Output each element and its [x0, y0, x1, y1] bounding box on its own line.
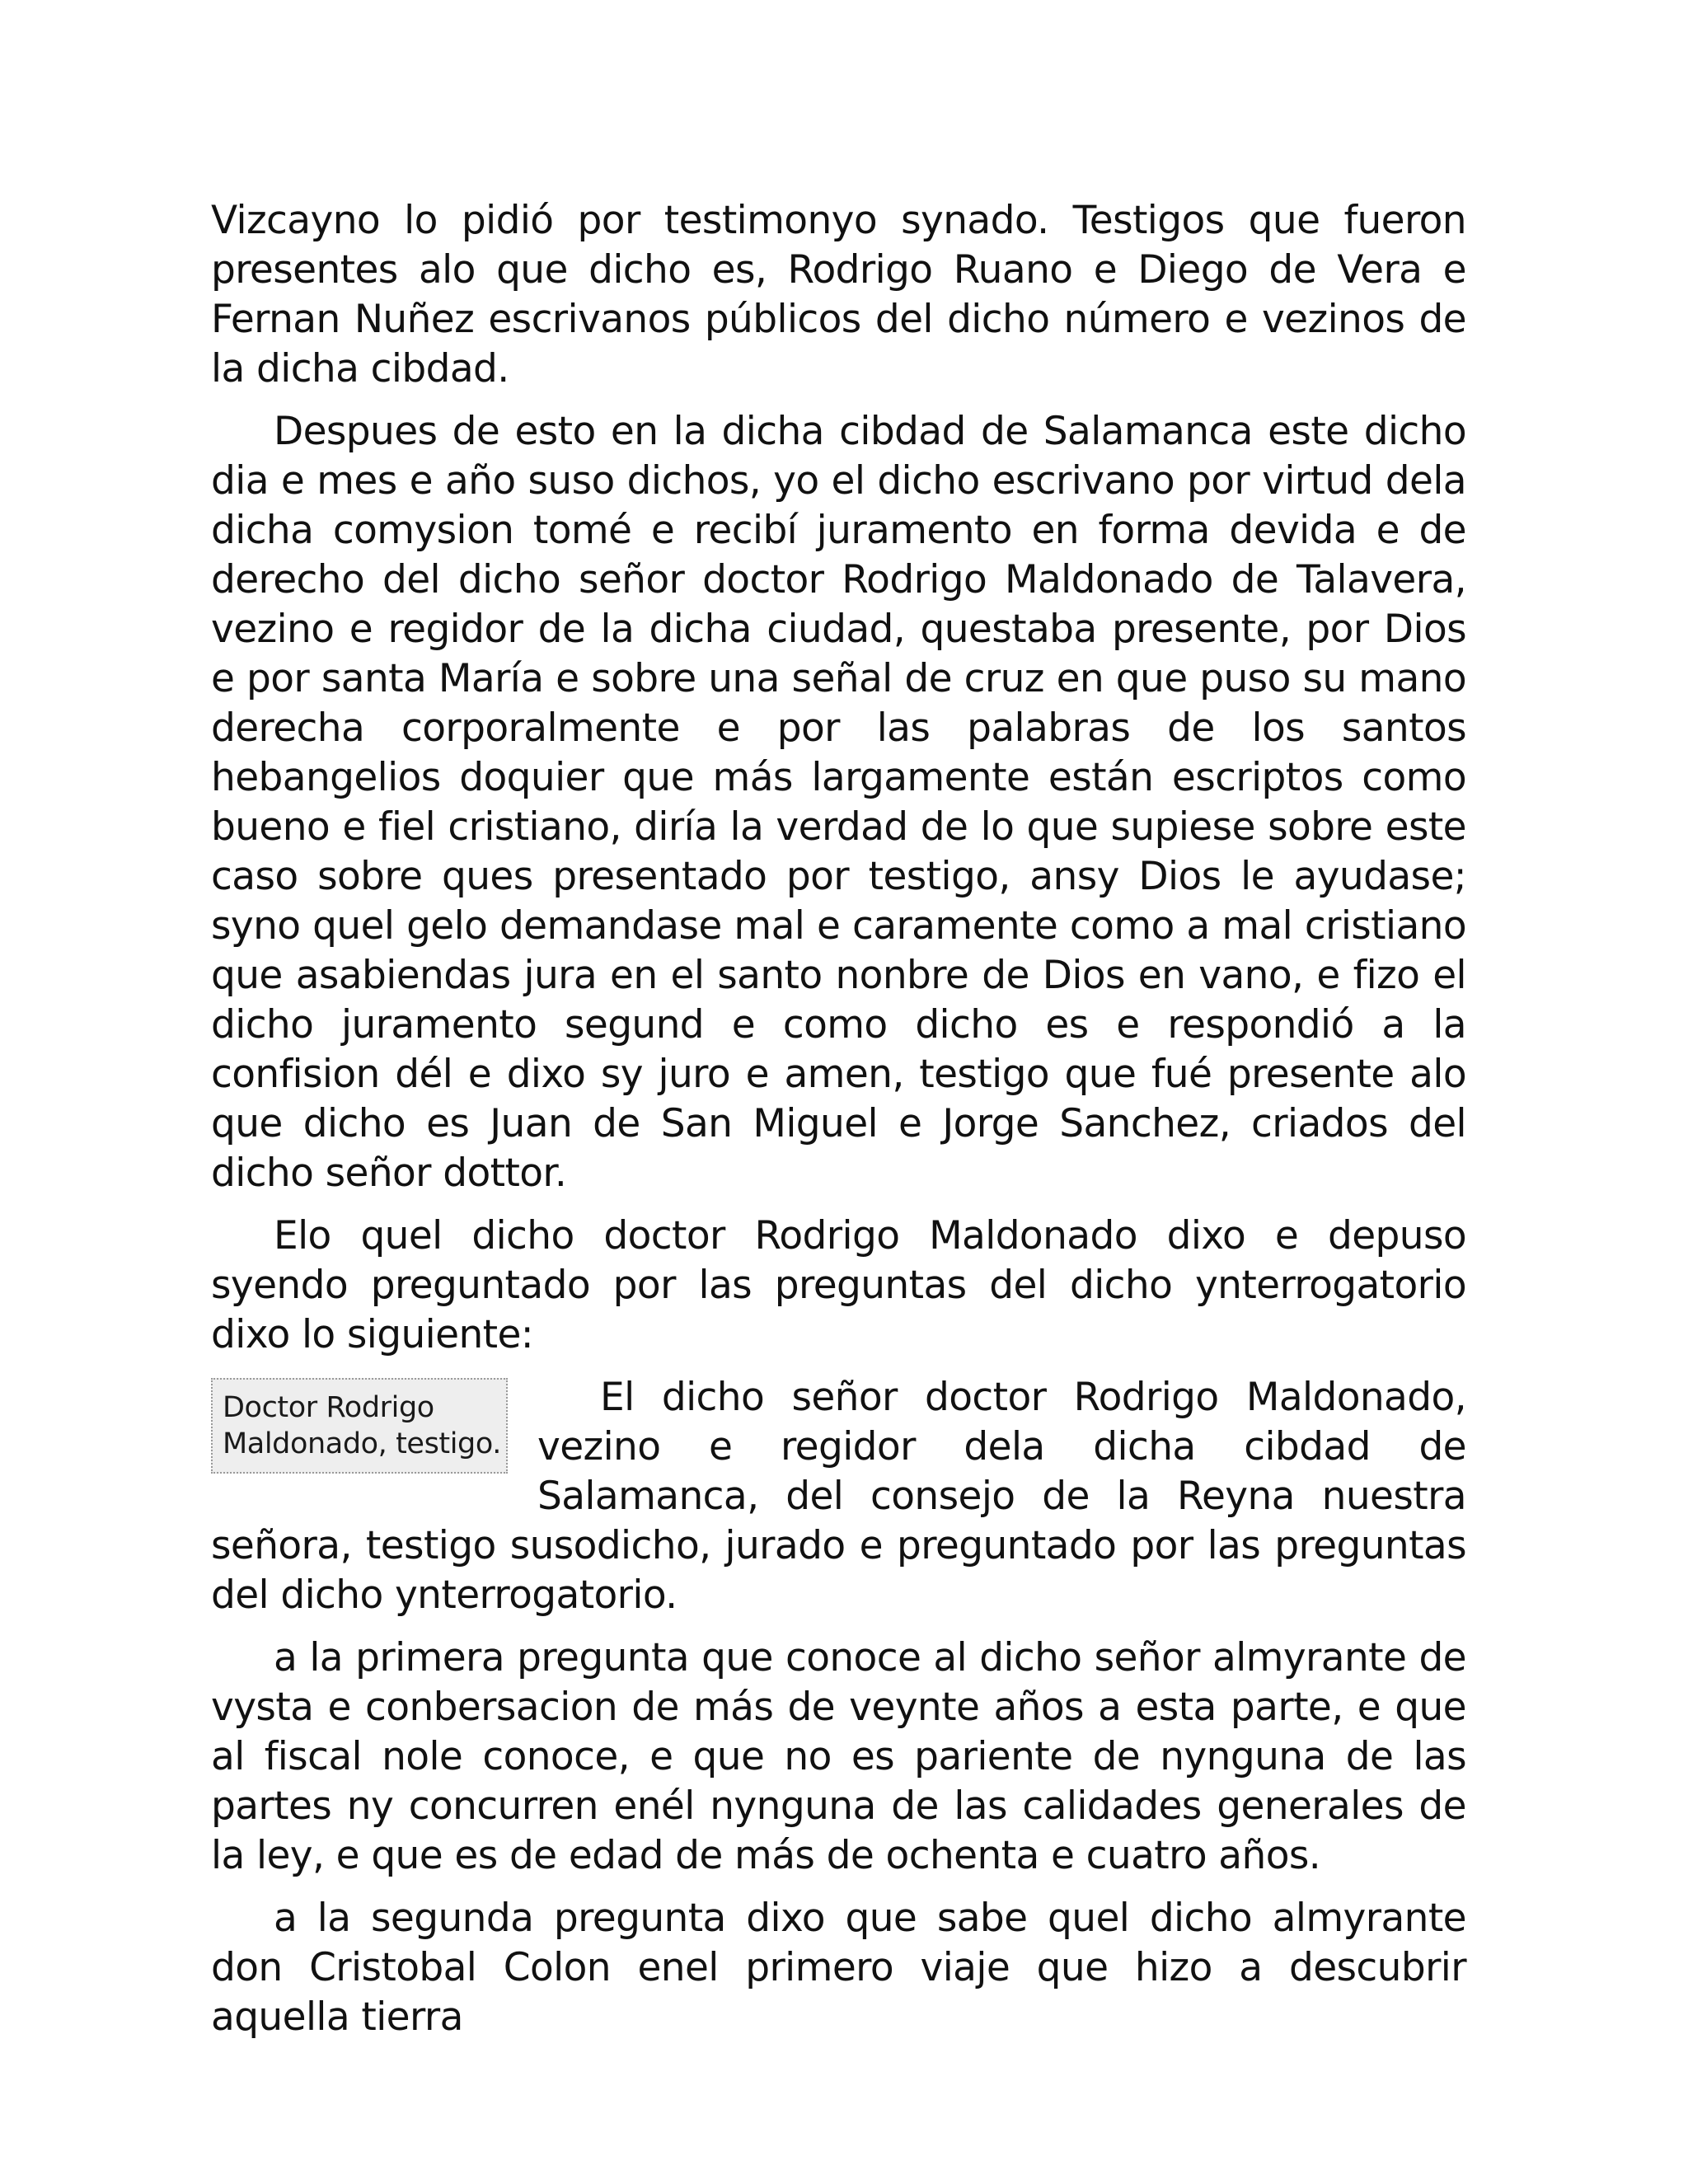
- paragraph-segunda-pregunta: a la segunda pregunta dixo que sabe quel dicho almyrante don Cristobal Colon enel primero viaje que hizo a descubrir aquella tierra: [211, 1896, 1466, 2040]
- paragraph-testigos: Vizcayno lo pidió por testimonyo synado. Testigos que fueron presentes alo que dicho es, Rodrigo Ruano e Diego de Vera e Fernan Nuñez escrivanos públicos del dicho número e vezinos de la dicha cibdad.: [211, 198, 1466, 391]
- margin-note: [211, 1378, 508, 1474]
- margin-note-line-1: Doctor Rodrigo: [223, 1391, 434, 1424]
- document-page: [211, 196, 1466, 2055]
- paragraph-witness: El dicho señor doctor Rodrigo Maldonado, vezino e regidor dela dicha cibdad de Salamanca, del consejo de la Reyna nuestra señora, testigo susodicho, jurado e preguntado por las preguntas del dicho ynterrogatorio.: [211, 1375, 1466, 1618]
- margin-note-line-2: Maldonado, testigo.: [223, 1427, 501, 1460]
- paragraph-depuso: Elo quel dicho doctor Rodrigo Maldonado dixo e depuso syendo preguntado por las preguntas del dicho ynterrogatorio dixo lo siguiente:: [211, 1213, 1466, 1357]
- witness-block: [211, 1373, 1466, 1633]
- paragraph-juramento: Despues de esto en la dicha cibdad de Salamanca este dicho dia e mes e año suso dichos, yo el dicho escrivano por virtud dela dicha comysion tomé e recibí juramento en forma devida e de derecho del dicho señor doctor Rodrigo Maldonado de Talavera, vezino e regidor de la dicha ciudad, questaba presente, por Dios e por santa María e sobre una señal de cruz en que puso su mano derecha corporalmente e por las palabras de los santos hebangelios doquier que más largamente están escriptos como bueno e fiel cristiano, diría la verdad de lo que supiese sobre este caso sobre ques presentado por testigo, ansy Dios le ayudase; syno quel gelo demandase mal e caramente como a mal cristiano que asabiendas jura en el santo nonbre de Dios en vano, e fizo el dicho juramento segund e como dicho es e respondió a la confision dél e dixo sy juro e amen, testigo que fué presente alo que dicho es Juan de San Miguel e Jorge Sanchez, criados del dicho señor dottor.: [211, 409, 1466, 1196]
- paragraph-primera-pregunta: a la primera pregunta que conoce al dicho señor almyrante de vysta e conbersacion de más de veynte años a esta parte, e que al fiscal nole conoce, e que no es pariente de nynguna de las partes ny concurren enél nynguna de las calidades generales de la ley, e que es de edad de más de ochenta e cuatro años.: [211, 1635, 1466, 1878]
